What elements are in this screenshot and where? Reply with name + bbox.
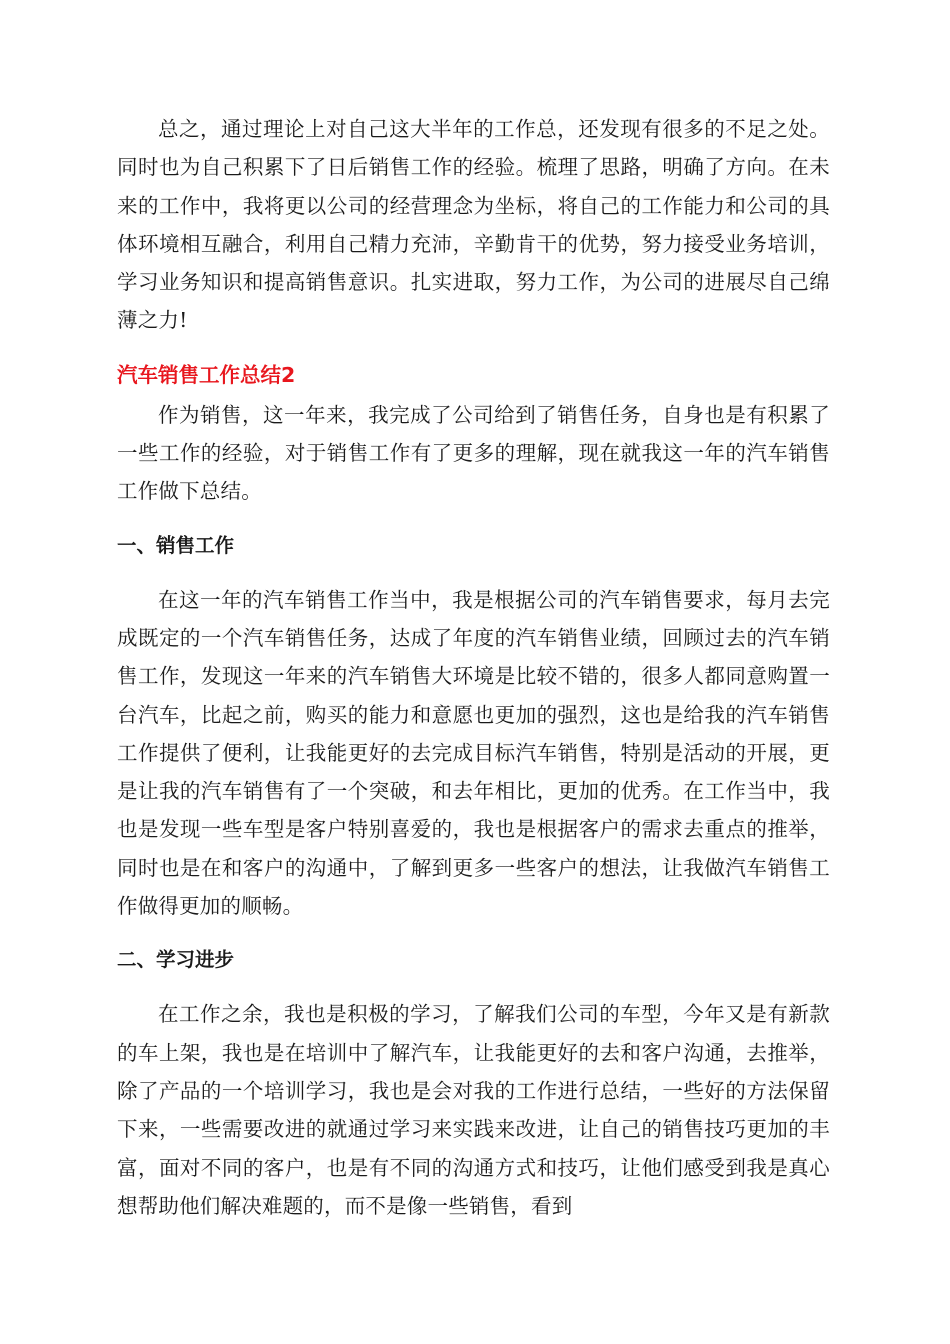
section-title: 汽车销售工作总结2: [117, 362, 296, 387]
sales-work-paragraph: 在这一年的汽车销售工作当中，我是根据公司的汽车销售要求，每月去完成既定的一个汽车销售任务，达成了年度的汽车销售业绩，回顾过去的汽车销售工作，发现这一年来的汽车销售大环境是比较不错的，很多人都同意购置一台汽车，比起之前，购买的能力和意愿也更加的强烈，这也是给我的汽车销售工作提供了便利，让我能更好的去完成目标汽车销售，特别是活动的开展，更是让我的汽车销售有了一个突破，和去年相比，更加的优秀。在工作当中，我也是发现一些车型是客户特别喜爱的，我也是根据客户的需求去重点的推举，同时也是在和客户的沟通中，了解到更多一些客户的想法，让我做汽车销售工作做得更加的顺畅。: [117, 587, 830, 919]
heading-learning-progress: 二、学习进步: [117, 948, 235, 972]
intro-paragraph: 总之，通过理论上对自己这大半年的工作总，还发现有很多的不足之处。同时也为自己积累下了日后销售工作的经验。梳理了思路，明确了方向。在未来的工作中，我将更以公司的经营理念为坐标，将自己的工作能力和公司的具体环境相互融合，利用自己精力充沛，辛勤肯干的优势，努力接受业务培训，学习业务知识和提高销售意识。扎实进取，努力工作，为公司的进展尽自己绵薄之力!: [117, 117, 830, 333]
learning-progress-paragraph: 在工作之余，我也是积极的学习，了解我们公司的车型，今年又是有新款的车上架，我也是在培训中了解汽车，让我能更好的去和客户沟通，去推举，除了产品的一个培训学习，我也是会对我的工作进行总结，一些好的方法保留下来，一些需要改进的就通过学习来实践来改进，让自己的销售技巧更加的丰富，面对不同的客户，也是有不同的沟通方式和技巧，让他们感受到我是真心想帮助他们解决难题的，而不是像一些销售，看到: [117, 1002, 830, 1218]
opening-paragraph: 作为销售，这一年来，我完成了公司给到了销售任务，自身也是有积累了一些工作的经验，对于销售工作有了更多的理解，现在就我这一年的汽车销售工作做下总结。: [117, 402, 830, 504]
heading-sales-work: 一、销售工作: [117, 533, 235, 557]
document-page: [117, 110, 830, 1225]
